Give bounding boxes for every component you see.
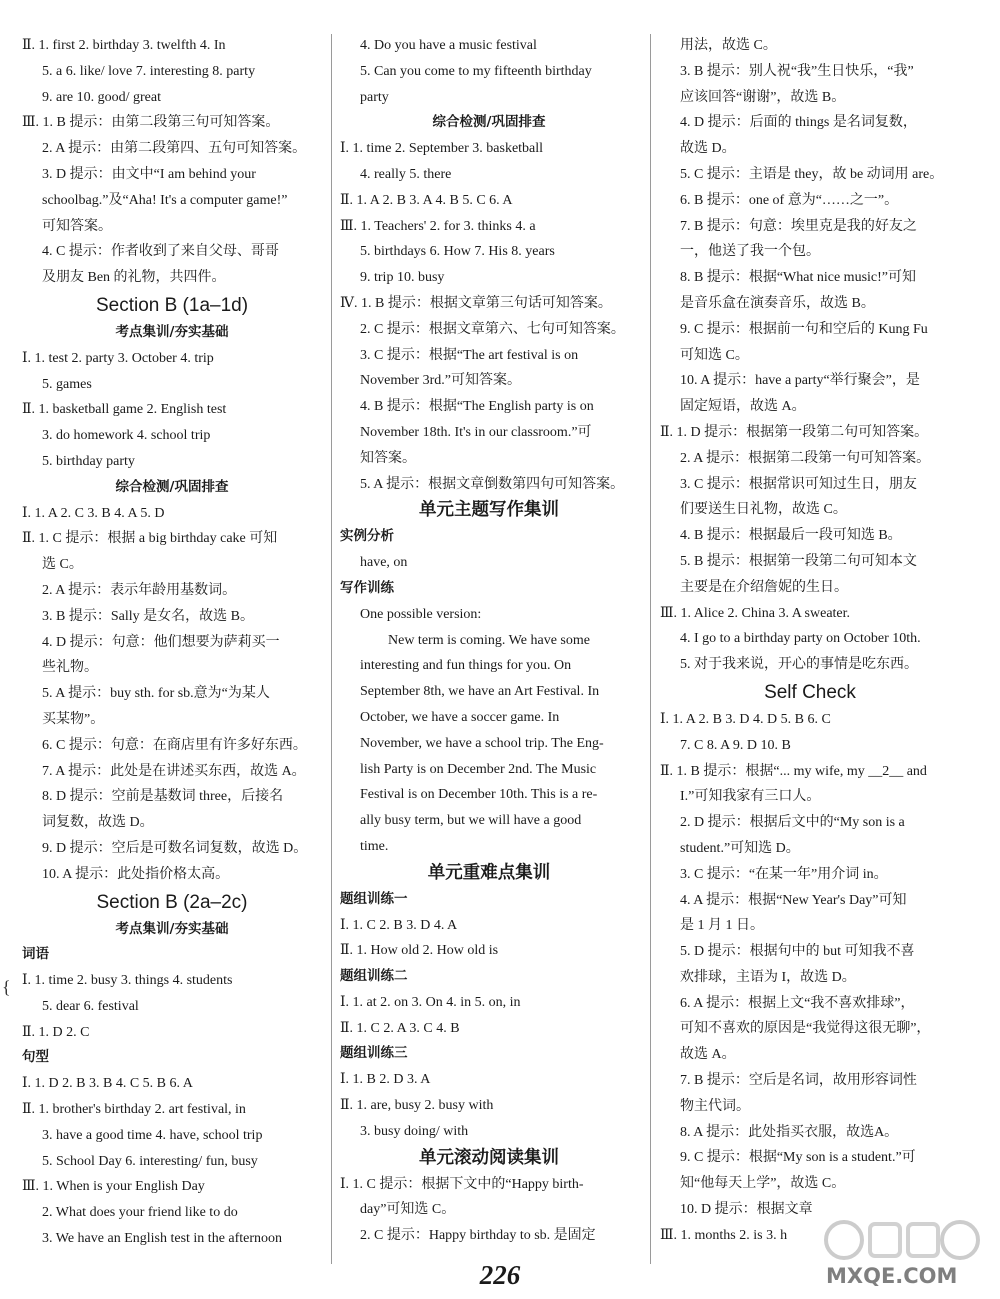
answer-line: 2. A 提示：根据第二段第一句可知答案。 xyxy=(680,450,931,466)
section-heading: 综合检测/巩固排查 xyxy=(115,478,229,495)
answer-line: 2. D 提示：根据后文中的“My son is a xyxy=(680,815,905,831)
answer-line: Ⅳ. 1. B 提示：根据文章第三句话可知答案。 xyxy=(340,295,612,311)
answer-line: Ⅱ. 1. brother's birthday 2. art festival, in xyxy=(22,1102,246,1118)
answer-line: Ⅱ. 1. B 提示：根据“... my wife, my __2__ and xyxy=(660,763,927,779)
answer-line: 3. C 提示：根据“The art festival is on xyxy=(360,347,579,363)
answer-line: 6. C 提示：句意：在商店里有许多好东西。 xyxy=(42,737,307,753)
watermark xyxy=(822,1218,992,1296)
answer-line: 3. B 提示：Sally 是女名，故选 B。 xyxy=(42,608,254,624)
column-divider-right xyxy=(650,34,651,1264)
answer-line: 词复数，故选 D。 xyxy=(42,815,154,831)
answer-line: Ⅰ. 1. A 2. B 3. D 4. D 5. B 6. C xyxy=(660,711,831,727)
answer-line: 4. B 提示：根据最后一段可知选 B。 xyxy=(680,528,902,544)
answer-line: Ⅰ. 1. test 2. party 3. October 4. trip xyxy=(22,350,214,366)
answer-line: 4. Do you have a music festival xyxy=(360,38,537,53)
answer-line: 5. Can you come to my fifteenth birthday xyxy=(360,63,592,79)
answer-line: Ⅰ. 1. C 提示：根据下文中的“Happy birth- xyxy=(340,1176,584,1192)
answer-line: 5. birthdays 6. How 7. His 8. years xyxy=(360,244,555,260)
answer-line: 是音乐盒在演奏音乐，故选 B。 xyxy=(680,295,875,311)
answer-line: 5. 对于我来说，开心的事情是吃东西。 xyxy=(680,657,918,673)
answer-line: 可知不喜欢的原因是“我觉得这很无聊”， xyxy=(680,1021,931,1037)
answer-line: 8. A 提示：此处指买衣服，故选A。 xyxy=(680,1124,899,1140)
answer-line: Ⅰ. 1. A 2. C 3. B 4. A 5. D xyxy=(22,505,165,521)
answer-line: Ⅱ. 1. C 2. A 3. C 4. B xyxy=(340,1020,460,1036)
answer-line: 知答案。 xyxy=(360,450,416,466)
answer-line: 知“他每天上学”，故选 C。 xyxy=(680,1176,846,1192)
section-heading: 词语 xyxy=(22,946,49,963)
answer-line: 8. B 提示：根据“What nice music!”可知 xyxy=(680,270,917,286)
answer-line: Ⅰ. 1. time 2. busy 3. things 4. students xyxy=(22,973,233,989)
answer-line: 可知选 C。 xyxy=(680,347,749,363)
answer-line: 9. are 10. good/ great xyxy=(42,89,161,105)
answer-line: Ⅱ. 1. basketball game 2. English test xyxy=(22,402,227,418)
section-heading: 实例分析 xyxy=(340,528,394,545)
answer-line: 故选 A。 xyxy=(680,1047,736,1063)
answer-line: November 3rd.”可知答案。 xyxy=(360,373,521,389)
answer-line: 5. games xyxy=(42,376,92,392)
answer-line: 8. D 提示：空前是基数词 three，后接名 xyxy=(42,789,284,805)
answer-line: 9. C 提示：根据前一句和空后的 Kung Fu xyxy=(680,321,928,337)
answer-line: Ⅱ. 1. first 2. birthday 3. twelfth 4. In xyxy=(22,38,226,53)
answer-line: I.”可知我家有三口人。 xyxy=(680,789,821,805)
answer-line: 3. D 提示：由文中“I am behind your xyxy=(42,166,256,182)
answer-line: 3. busy doing/ with xyxy=(360,1123,469,1139)
answer-line: 5. C 提示：主语是 they，故 be 动词用 are。 xyxy=(680,166,944,182)
answer-line: Ⅱ. 1. D 2. C xyxy=(22,1024,90,1040)
section-heading: Section B (2a–2c) xyxy=(96,891,248,913)
section-heading: 写作训练 xyxy=(340,579,394,596)
answer-line: 7. B 提示：空后是名词，故用形容词性 xyxy=(680,1073,917,1089)
middle-column xyxy=(340,33,638,1249)
answer-line: October, we have a soccer game. In xyxy=(360,709,560,725)
answer-line: 4. really 5. there xyxy=(360,166,452,182)
answer-line: November, we have a school trip. The Eng- xyxy=(360,735,604,751)
answer-line: Ⅱ. 1. D 提示：根据第一段第二句可知答案。 xyxy=(660,424,929,440)
answer-line: 3. have a good time 4. have, school trip xyxy=(42,1127,263,1143)
answer-line: Festival is on December 10th. This is a re- xyxy=(360,787,598,803)
answer-line: 用法，故选 C。 xyxy=(680,38,777,53)
answer-line: November 18th. It's in our classroom.”可 xyxy=(360,424,592,440)
answer-line: Ⅱ. 1. C 提示：根据 a big birthday cake 可知 xyxy=(22,531,278,547)
page-number: 226 xyxy=(479,1260,521,1290)
section-heading: 题组训练二 xyxy=(340,968,408,985)
answer-line: 6. B 提示：one of 意为“……之一”。 xyxy=(680,192,899,208)
answer-line: 7. A 提示：此处是在讲述买东西，故选 A。 xyxy=(42,763,306,779)
section-heading: 句型 xyxy=(22,1049,49,1066)
answer-line: 9. C 提示：根据“My son is a student.”可 xyxy=(680,1150,916,1166)
answer-line: 2. C 提示：根据文章第六、七句可知答案。 xyxy=(360,321,625,337)
answer-line: New term is coming. We have some xyxy=(388,632,590,648)
answer-line: 3. We have an English test in the afternoon xyxy=(42,1231,283,1247)
section-heading: 单元主题写作集训 xyxy=(419,500,559,521)
answer-line: Ⅲ. 1. B 提示：由第二段第三句可知答案。 xyxy=(22,115,280,131)
answer-line: 欢排球，主语为 I，故选 D。 xyxy=(680,969,856,985)
answer-line: 4. B 提示：根据“The English party is on xyxy=(360,399,594,415)
answer-line: 2. A 提示：由第二段第四、五句可知答案。 xyxy=(42,141,307,157)
answer-line: 4. A 提示：根据“New Year's Day”可知 xyxy=(680,892,907,908)
answer-line: 5. D 提示：根据句中的 but 可知我不喜 xyxy=(680,944,915,960)
answer-line: day”可知选 C。 xyxy=(360,1202,456,1218)
answer-line: Ⅰ. 1. time 2. September 3. basketball xyxy=(340,141,544,157)
answer-line: 5. School Day 6. interesting/ fun, busy xyxy=(42,1153,258,1169)
answer-line: 3. do homework 4. school trip xyxy=(42,428,211,444)
answer-line: 7. B 提示：句意：埃里克是我的好友之 xyxy=(680,218,917,234)
answer-line: Ⅲ. 1. Teachers' 2. for 3. thinks 4. a xyxy=(340,218,536,234)
answer-line: 4. C 提示：作者收到了来自父母、哥哥 xyxy=(42,244,279,260)
answer-circle-logo-icon xyxy=(822,1218,982,1264)
answer-line: 3. C 提示：“在某一年”用介词 in。 xyxy=(680,866,888,882)
section-heading: 单元滚动阅读集训 xyxy=(419,1147,559,1168)
answer-line: Ⅱ. 1. are, busy 2. busy with xyxy=(340,1098,494,1114)
answer-line: 5. B 提示：根据第一段第二句可知本文 xyxy=(680,553,917,569)
section-heading: 单元重难点集训 xyxy=(427,862,551,883)
answer-line: 主要是在介绍詹妮的生日。 xyxy=(680,579,848,595)
answer-line: 9. D 提示：空后是可数名词复数，故选 D。 xyxy=(42,840,308,856)
answer-line: 10. A 提示：have a party“举行聚会”，是 xyxy=(680,373,920,389)
answer-line: lish Party is on December 2nd. The Music xyxy=(360,761,597,777)
answer-line: 4. I go to a birthday party on October 10th. xyxy=(680,631,921,647)
answer-line: 及朋友 Ben 的礼物，共四件。 xyxy=(42,270,226,286)
answer-line: 2. What does your friend like to do xyxy=(42,1205,238,1221)
answer-line: 10. A 提示：此处指价格太高。 xyxy=(42,866,230,882)
answer-line: 2. C 提示：Happy birthday to sb. 是固定 xyxy=(360,1228,596,1244)
answer-line: 买某物”。 xyxy=(42,711,105,727)
section-heading: 考点集训/夯实基础 xyxy=(115,920,229,937)
answer-line: 5. birthday party xyxy=(42,453,135,469)
section-heading: 题组训练三 xyxy=(340,1045,408,1062)
answer-line: One possible version: xyxy=(360,606,482,622)
answer-line: party xyxy=(360,89,389,105)
answer-line: time. xyxy=(360,838,389,854)
answer-line: 5. dear 6. festival xyxy=(42,998,139,1014)
answer-line: 是 1 月 1 日。 xyxy=(680,918,764,934)
answer-line: 物主代词。 xyxy=(680,1098,750,1114)
answer-line: 5. a 6. like/ love 7. interesting 8. party xyxy=(42,63,256,79)
column-divider-left xyxy=(331,34,332,1264)
answer-line: Ⅲ. 1. months 2. is 3. h xyxy=(660,1227,788,1243)
section-heading: Self Check xyxy=(764,681,856,703)
answer-line: ally busy term, but we will have a good xyxy=(360,813,582,829)
answer-line: 10. D 提示：根据文章 xyxy=(680,1202,813,1218)
answer-line: 3. B 提示：别人祝“我”生日快乐，“我” xyxy=(680,63,914,79)
section-heading: Section B (1a–1d) xyxy=(95,294,249,316)
answer-line: 4. D 提示：句意：他们想要为萨莉买一 xyxy=(42,634,280,650)
answer-line: interesting and fun things for you. On xyxy=(360,658,572,674)
answer-line: Ⅲ. 1. When is your English Day xyxy=(22,1179,205,1195)
answer-line: Ⅰ. 1. B 2. D 3. A xyxy=(340,1072,431,1088)
answer-line: schoolbag.”及“Aha! It's a computer game!” xyxy=(42,192,288,208)
answer-line: have, on xyxy=(360,555,408,571)
left-column xyxy=(22,33,322,1252)
section-heading: 题组训练一 xyxy=(340,890,408,907)
answer-line: 5. A 提示：buy sth. for sb.意为“为某人 xyxy=(42,686,270,702)
answer-line: 应该回答“谢谢”，故选 B。 xyxy=(680,89,846,105)
answer-line: 可知答案。 xyxy=(42,218,112,234)
answer-line: 9. trip 10. busy xyxy=(360,270,445,286)
watermark-site-text: MXQE.COM xyxy=(826,1264,958,1288)
answer-line: 固定短语，故选 A。 xyxy=(680,399,806,415)
answer-line: 3. C 提示：根据常识可知过生日，朋友 xyxy=(680,476,917,492)
answer-line: 故选 D。 xyxy=(680,141,736,157)
answer-line: 6. A 提示：根据上文“我不喜欢排球”， xyxy=(680,995,915,1011)
answer-line: September 8th, we have an Art Festival. In xyxy=(360,684,600,700)
answer-line: 4. D 提示：后面的 things 是名词复数， xyxy=(680,115,917,131)
answer-line: student.”可知选 D。 xyxy=(680,840,800,856)
answer-line: Ⅰ. 1. at 2. on 3. On 4. in 5. on, in xyxy=(340,994,521,1010)
section-heading: 考点集训/夯实基础 xyxy=(115,323,229,340)
answer-line: Ⅱ. 1. How old 2. How old is xyxy=(340,943,499,959)
section-heading: 综合检测/巩固排查 xyxy=(432,114,546,131)
binding-edge-mark: { xyxy=(2,977,11,997)
answer-line: 些礼物。 xyxy=(42,660,98,676)
answer-line: 5. A 提示：根据文章倒数第四句可知答案。 xyxy=(360,476,625,492)
answer-line: Ⅰ. 1. D 2. B 3. B 4. C 5. B 6. A xyxy=(22,1076,193,1092)
answer-line: Ⅲ. 1. Alice 2. China 3. A sweater. xyxy=(660,605,851,621)
answer-line: 7. C 8. A 9. D 10. B xyxy=(680,737,791,753)
right-column xyxy=(660,33,960,1249)
answer-line: 一，他送了我一个包。 xyxy=(680,244,820,260)
answer-line: 2. A 提示：表示年龄用基数词。 xyxy=(42,582,237,598)
answer-line: Ⅱ. 1. A 2. B 3. A 4. B 5. C 6. A xyxy=(340,192,513,208)
answer-line: 们要送生日礼物，故选 C。 xyxy=(680,502,847,518)
answer-line: 选 C。 xyxy=(42,557,83,573)
answer-line: Ⅰ. 1. C 2. B 3. D 4. A xyxy=(340,917,458,933)
